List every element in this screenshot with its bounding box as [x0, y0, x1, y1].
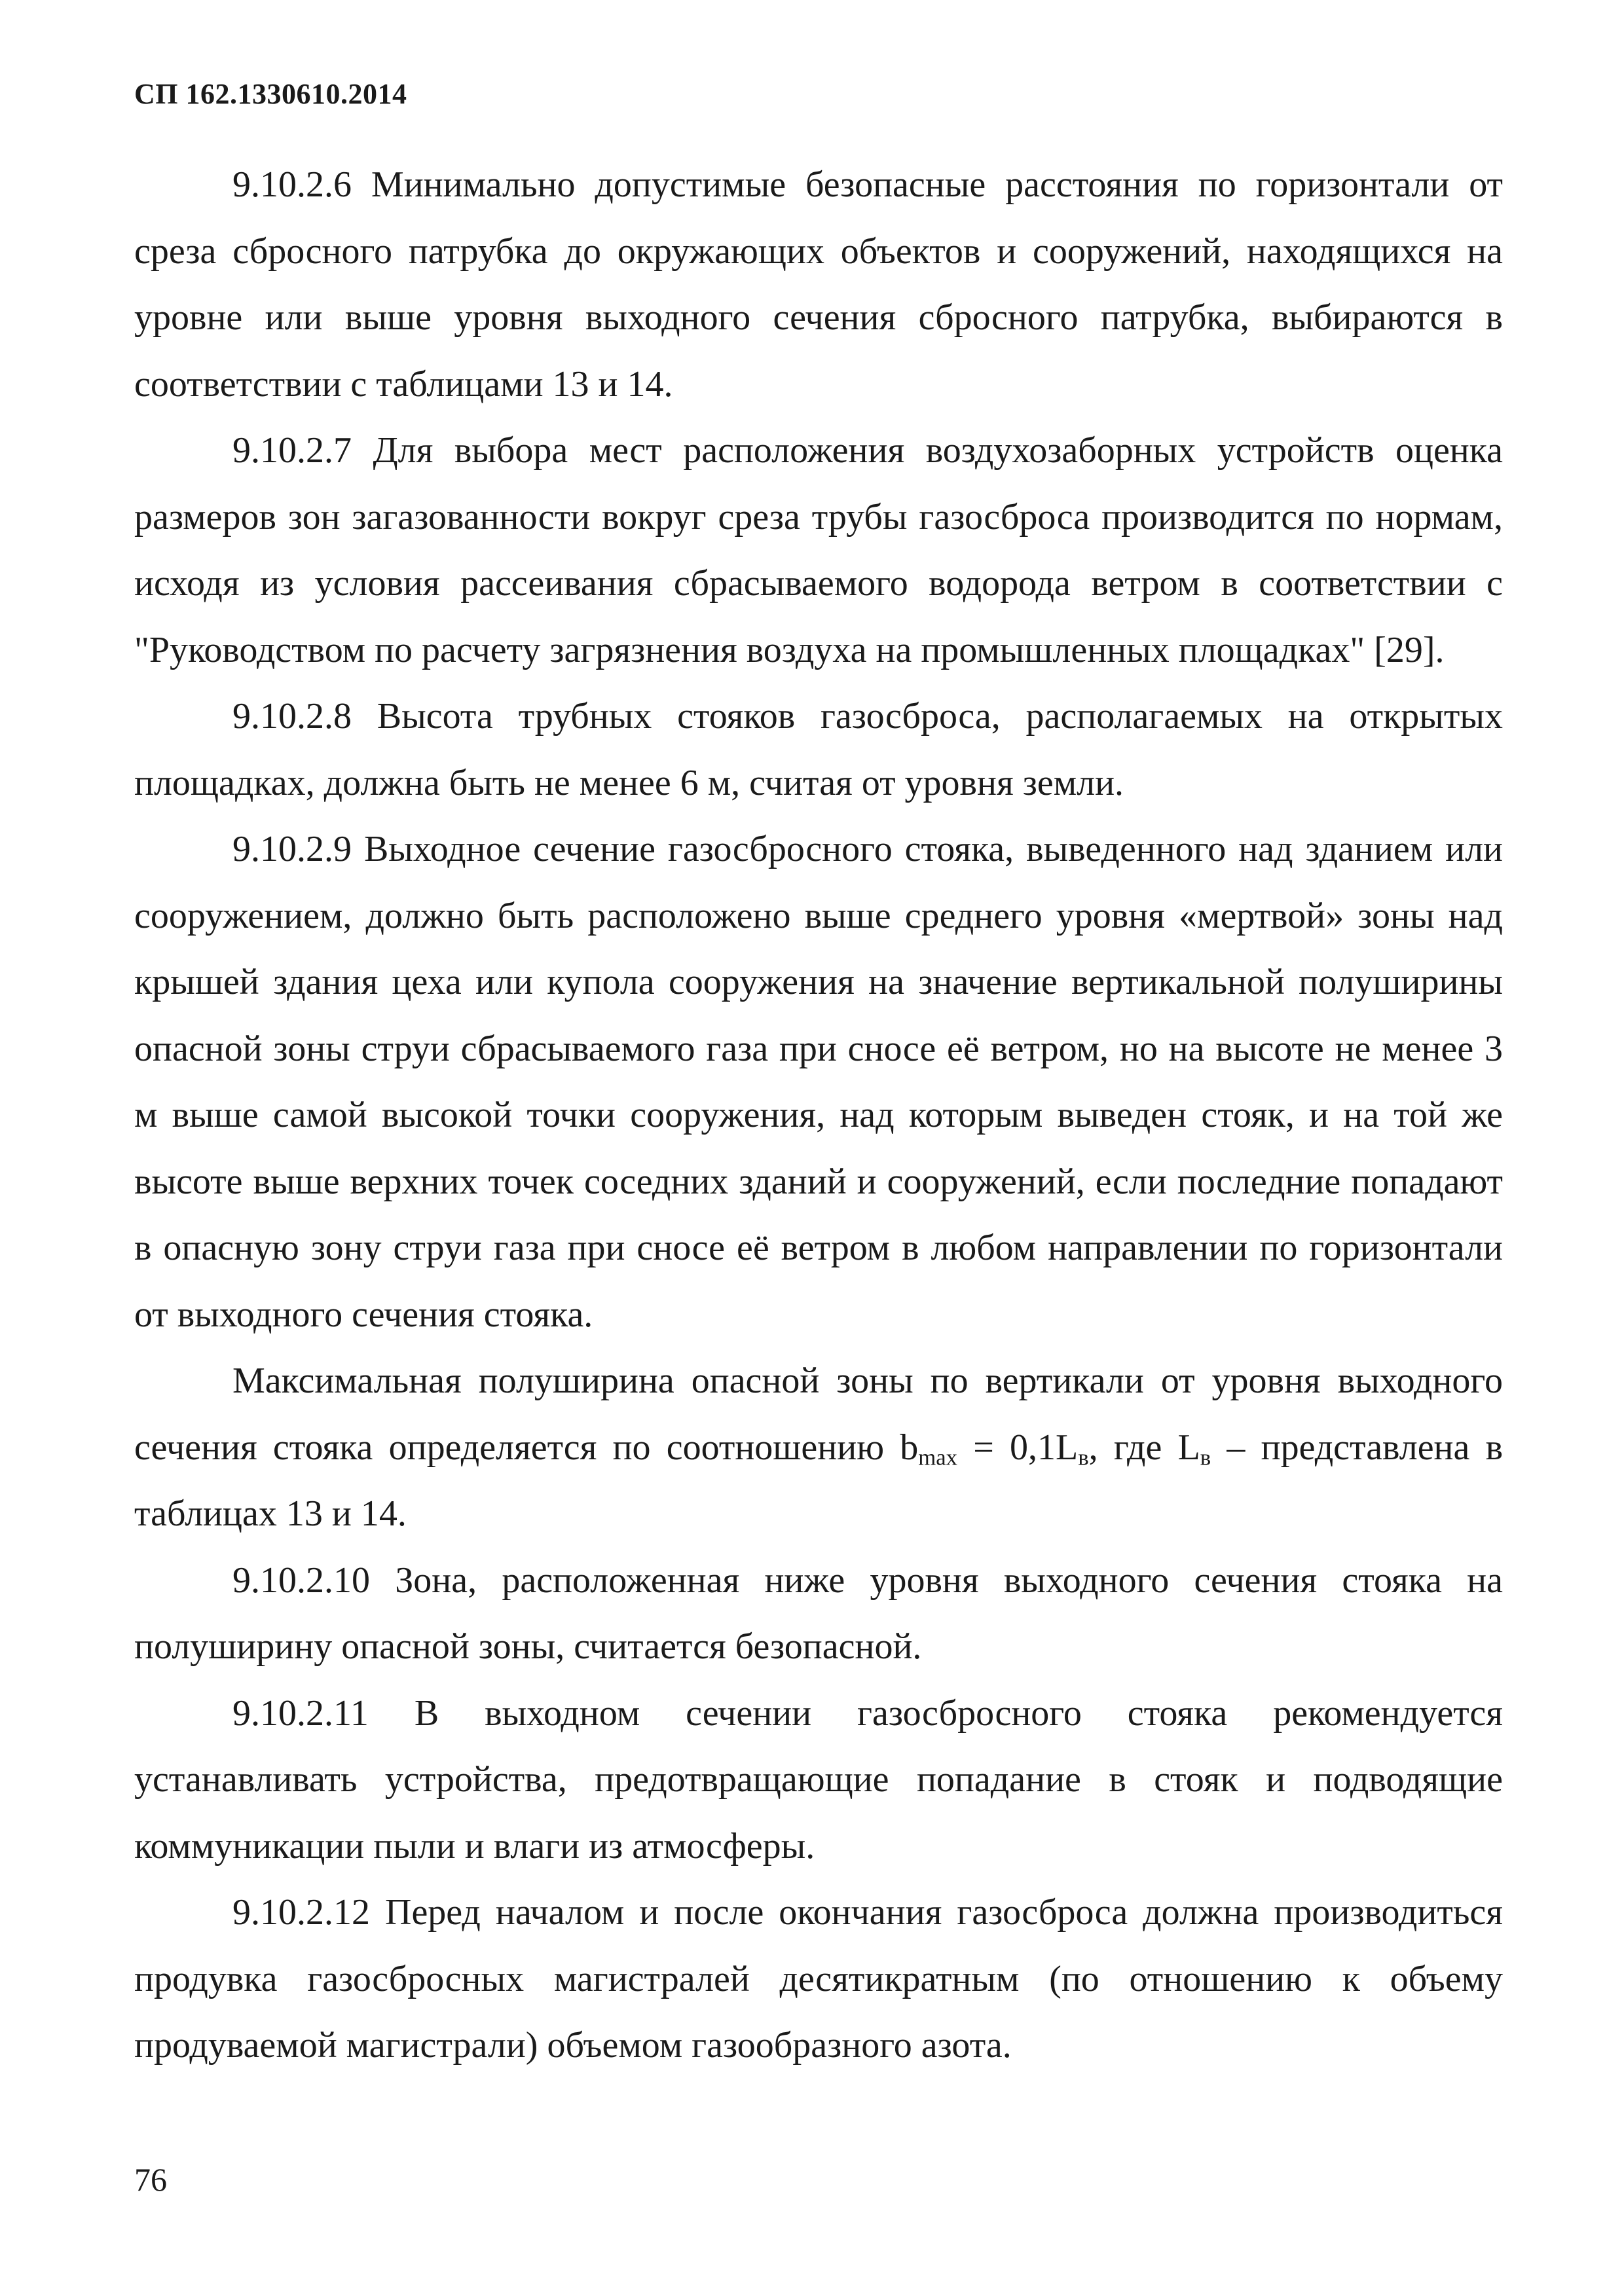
paragraph-9-10-2-6: 9.10.2.6 Минимально допустимые безопасные расстояния по горизонтали от среза сбросного патрубка до окружающих объектов и сооружений, находящихся на уровне или выше уровня выходного сечения сбросного патрубка, выбираются в соответствии с таблицами 13 и 14.: [134, 164, 1503, 405]
formula-text-part-3: , где L: [1088, 1427, 1200, 1468]
paragraph-9-10-2-9: 9.10.2.9 Выходное сечение газосбросного стояка, выведенного над зданием или сооружением, должно быть расположено выше среднего уровня «мертвой» зоны над крышей здания цеха или купола сооружения на значение вертикальной полуширины опасной зоны струи сбрасываемого газа при сносе её ветром, но на высоте не менее 3 м выше самой высокой точки сооружения, над которым выведен стояк, и на той же высоте выше верхних точек соседних зданий и сооружений, если последние попадают в опасную зону струи газа при сносе её ветром в любом направлении по горизонтали от выходного сечения стояка.: [134, 829, 1503, 1335]
paragraph-9-10-2-10: 9.10.2.10 Зона, расположенная ниже уровня выходного сечения стояка на полуширину опасной зоны, считается безопасной.: [134, 1559, 1503, 1667]
formula-subscript-v-2: в: [1200, 1444, 1211, 1470]
body-text: [134, 152, 1503, 2079]
page-number: 76: [134, 2161, 167, 2198]
paragraph-9-10-2-8: 9.10.2.8 Высота трубных стояков газосброса, располагаемых на открытых площадках, должна быть не менее 6 м, считая от уровня земли.: [134, 696, 1503, 803]
formula-subscript-v: в: [1078, 1444, 1089, 1470]
paragraph-9-10-2-11: 9.10.2.11 В выходном сечении газосбросного стояка рекомендуется устанавливать устройства, предотвращающие попадание в стояк и подводящие коммуникации пыли и влаги из атмосферы.: [134, 1692, 1503, 1867]
paragraph-9-10-2-7: 9.10.2.7 Для выбора мест расположения воздухозаборных устройств оценка размеров зон загазованности вокруг среза трубы газосброса производится по нормам, исходя из условия рассеивания сбрасываемого водорода ветром в соответствии с "Руководством по расчету загрязнения воздуха на промышленных площадках" [29].: [134, 430, 1503, 670]
formula-text-part-4: – представлена в таблицах 13 и 14.: [134, 1427, 1504, 1534]
formula-text-part-2: = 0,1L: [957, 1427, 1079, 1468]
paragraph-max-half-width-formula: [134, 1348, 1503, 1548]
paragraph-9-10-2-12: 9.10.2.12 Перед началом и после окончания газосброса должна производиться продувка газосбросных магистралей десятикратным (по отношению к объему продуваемой магистрали) объемом газообразного азота.: [134, 1892, 1503, 2066]
formula-text-part-1: Максимальная полуширина опасной зоны по вертикали от уровня выходного сечения стояка определяется по соотношению b: [134, 1360, 1503, 1468]
formula-subscript-max: max: [918, 1444, 958, 1470]
document-code-header: СП 162.1330610.2014: [134, 78, 407, 110]
